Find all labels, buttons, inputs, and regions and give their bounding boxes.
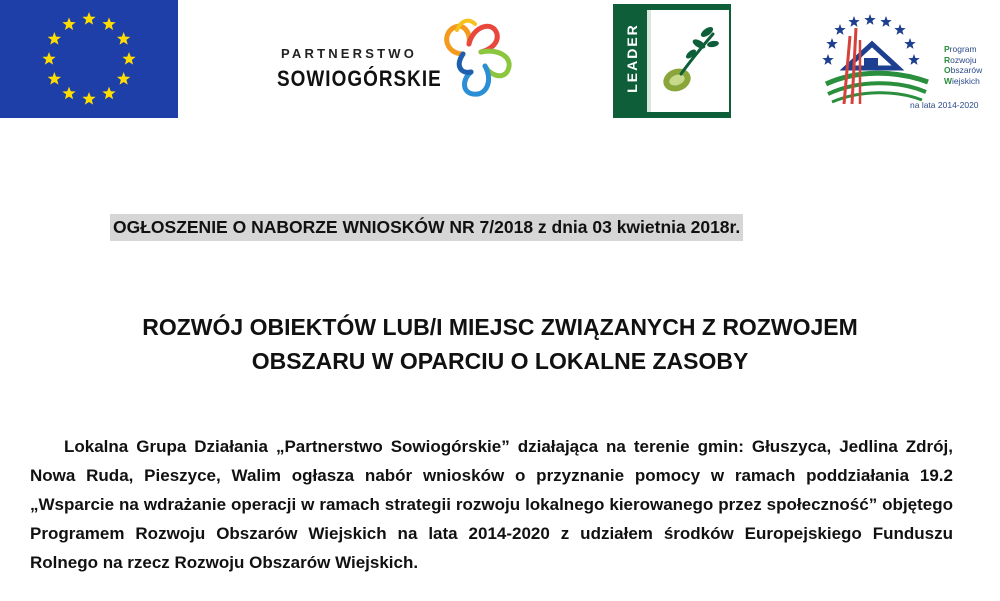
prow-logo: [816, 10, 992, 120]
prow-years: na lata 2014-2020: [910, 100, 979, 110]
prow-line-4: Wiejskich: [944, 75, 980, 86]
prow-line-3: Obszarów: [944, 65, 983, 75]
document-title: [0, 310, 1000, 378]
eu-star-icon: [117, 32, 130, 45]
leader-logo: [613, 4, 731, 118]
logo-text-line2: SOWIOGÓRSKIE: [277, 66, 442, 91]
prow-star-icon: [834, 24, 845, 35]
prow-line-2: Rozwoju: [944, 54, 977, 65]
announcement-heading: OGŁOSZENIE O NABORZE WNIOSKÓW NR 7/2018 z dnia 03 kwietnia 2018r.: [110, 214, 743, 241]
logo-text-line1: PARTNERSTWO: [281, 46, 418, 61]
prow-program-name: [944, 44, 982, 86]
prow-star-icon: [864, 14, 875, 25]
partnerstwo-sowiogorskie-logo: [275, 14, 525, 104]
eu-star-icon: [102, 87, 115, 100]
eu-star-icon: [42, 52, 55, 65]
prow-star-icon: [880, 16, 891, 27]
flower-logo-icon: [433, 14, 523, 102]
leader-text: LEADER: [624, 23, 640, 93]
eu-star-icon: [82, 92, 95, 105]
eu-star-icon: [102, 17, 115, 30]
eu-star-icon: [48, 32, 61, 45]
prow-star-icon: [848, 16, 859, 27]
eu-star-icon: [48, 72, 61, 85]
leader-plant-icon: [651, 10, 729, 112]
title-line-2: OBSZARU W OPARCIU O LOKALNE ZASOBY: [251, 348, 749, 374]
eu-star-icon: [122, 52, 135, 65]
prow-line-1: Program: [944, 44, 977, 54]
prow-star-icon: [894, 24, 905, 35]
body-paragraph: Lokalna Grupa Działania „Partnerstwo Sowiogórskie” działająca na terenie gmin: Głuszyca, Jedlina Zdrój, Nowa Ruda, Pieszyce, Walim ogłasza nabór wniosków o przyznanie pomocy w ramach poddziałania 19.2 „Wsparcie na wdrażanie operacji w ramach strategii rozwoju lokalnego kierowanego przez społeczność” objętego Programem Rozwoju Obszarów Wiejskich na lata 2014-2020 z udziałem środków Europejskiego Funduszu Rolnego na rzecz Rozwoju Obszarów Wiejskich.: [30, 437, 953, 572]
eu-star-icon: [62, 17, 75, 30]
prow-star-icon: [908, 54, 919, 65]
eu-flag-logo: [0, 0, 178, 118]
eu-stars-flag-icon: [0, 0, 178, 118]
prow-star-icon: [822, 54, 833, 65]
prow-star-icon: [904, 38, 915, 49]
eu-star-icon: [62, 87, 75, 100]
prow-house-stars-icon: [816, 10, 936, 110]
logo-bar: [0, 0, 1000, 125]
title-line-1: ROZWÓJ OBIEKTÓW LUB/I MIEJSC ZWIĄZANYCH Z ROZWOJEM: [142, 314, 858, 340]
prow-star-icon: [826, 38, 837, 49]
leader-panel: [647, 10, 729, 112]
eu-star-icon: [82, 12, 95, 25]
eu-star-icon: [117, 72, 130, 85]
